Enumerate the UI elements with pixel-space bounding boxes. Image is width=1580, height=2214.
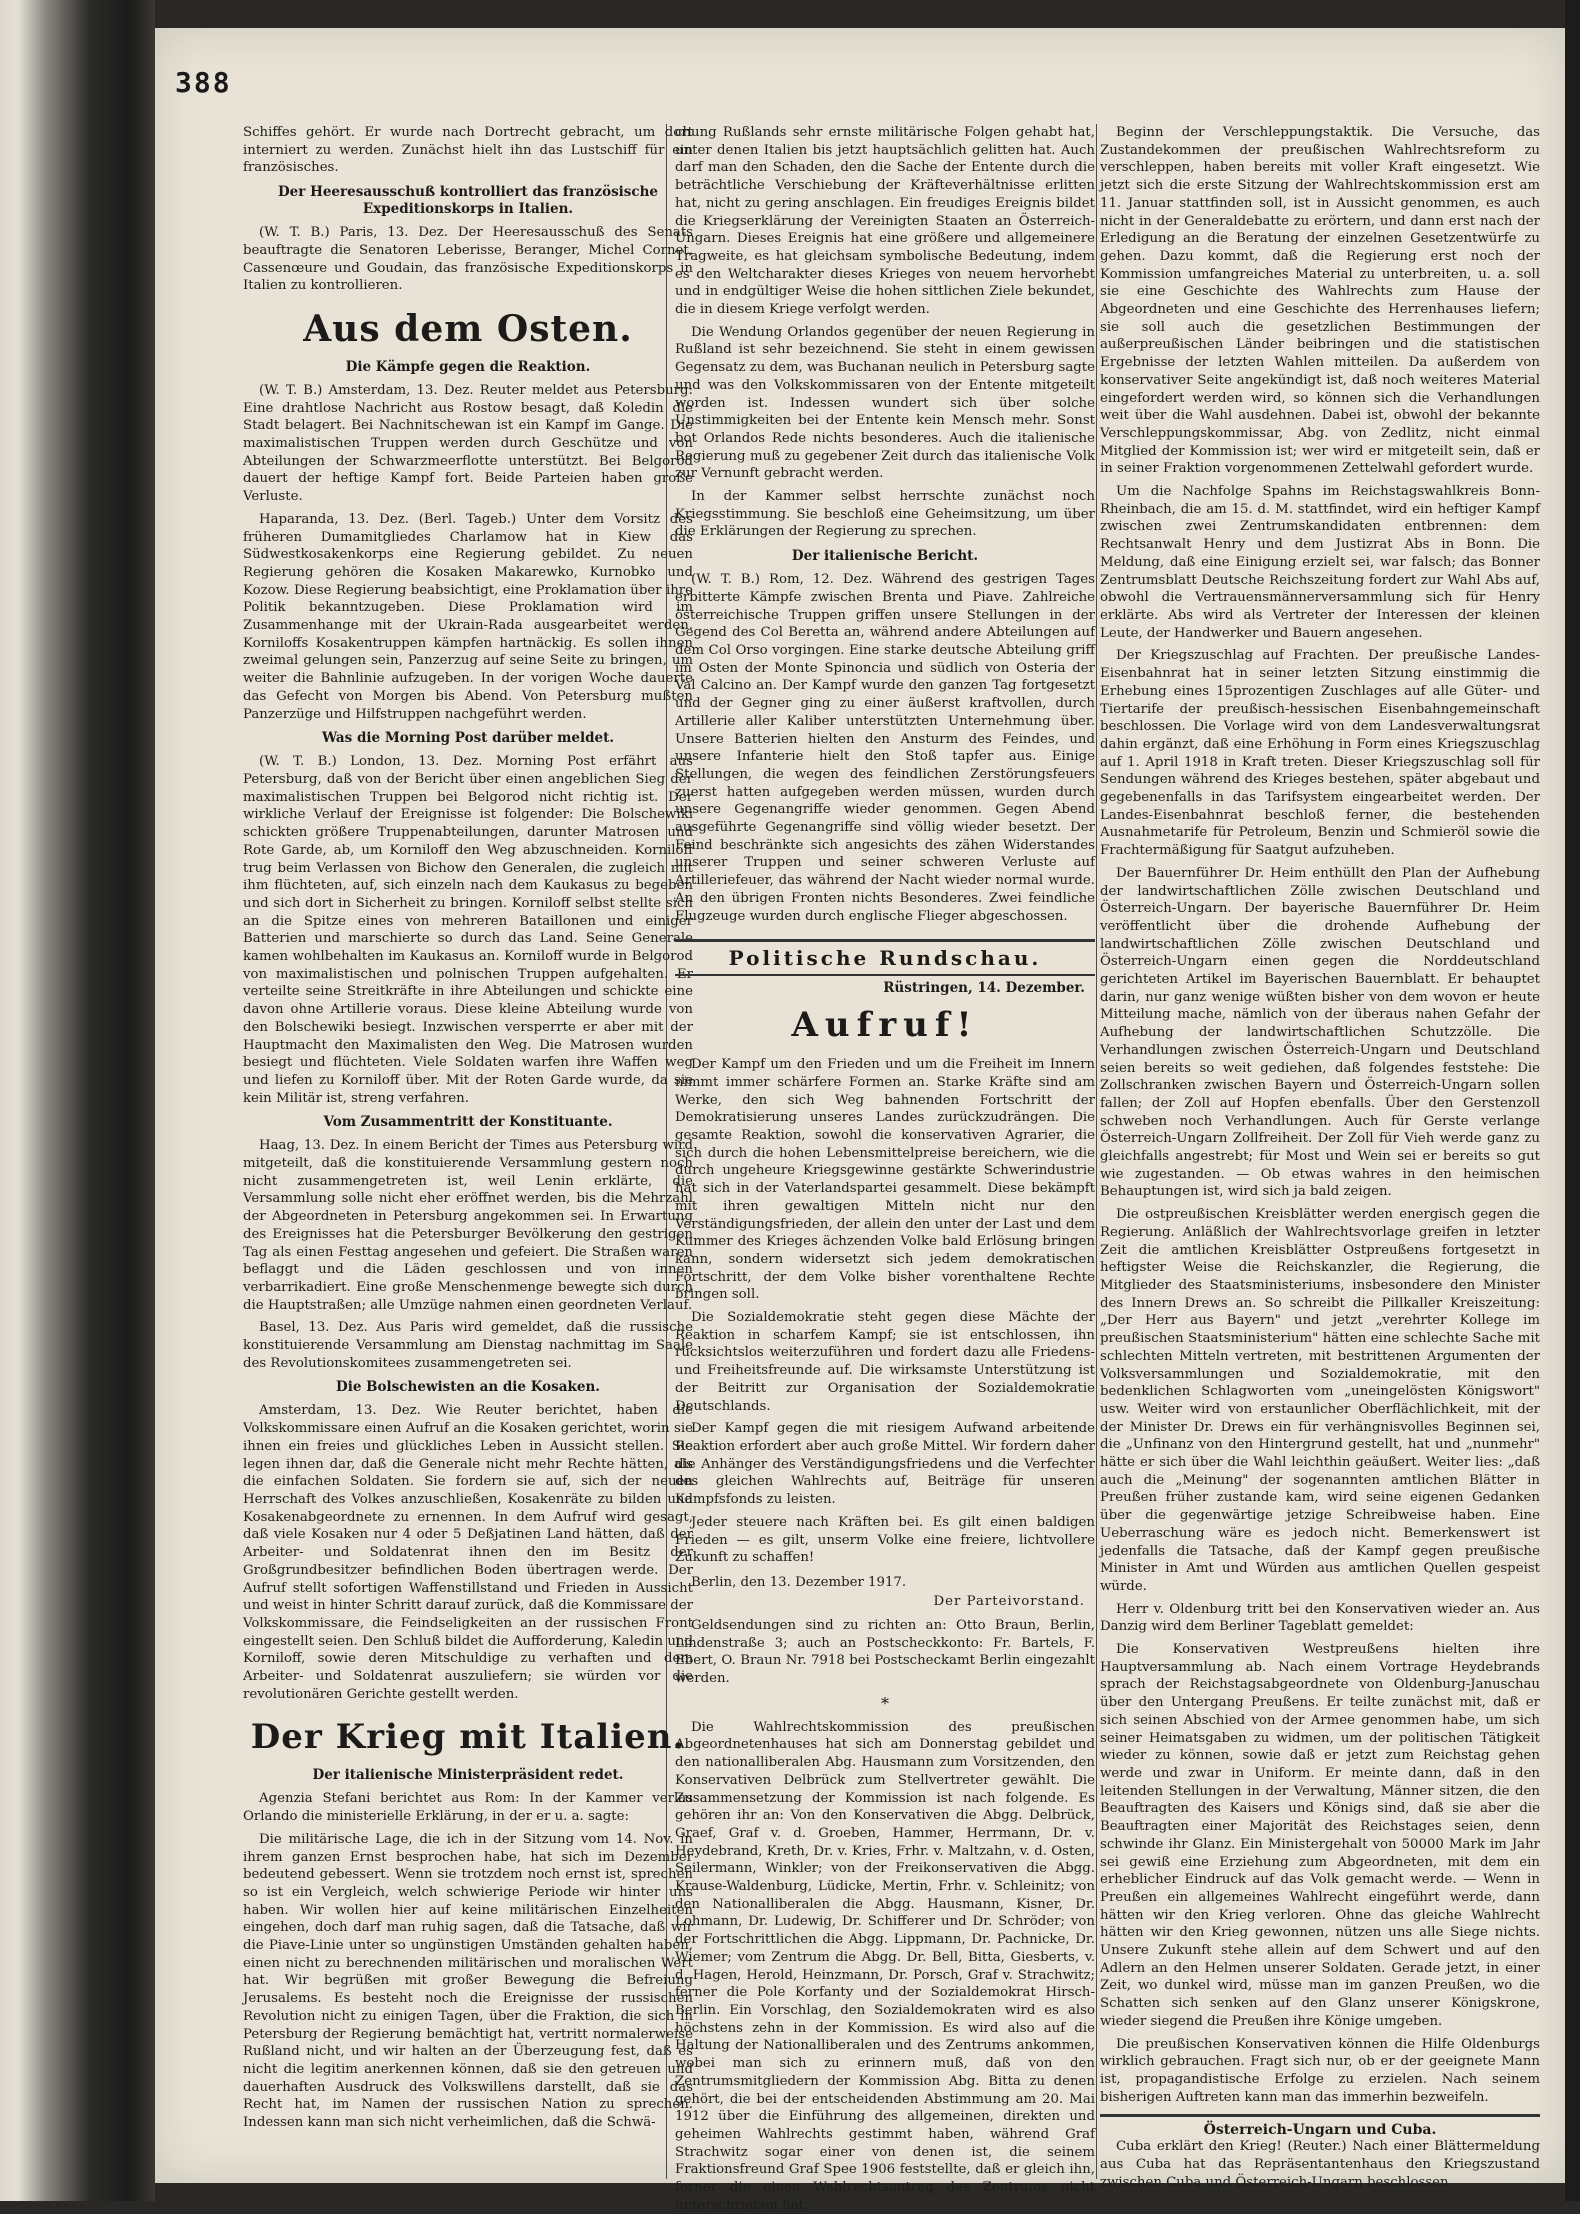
article-text: Die preußischen Konservativen können die Hilfe Oldenburgs wirklich gebrauchen. Fragt sich nur, ob er der geeignete Mann ist, propagandistische Erfolge zu erzielen. Nach seinem bisherigen Auftreten kann man das immerhin bezweifeln.: [1100, 2036, 1540, 2105]
article-text: Agenzia Stefani berichtet aus Rom: In der Kammer verlas Orlando die ministerielle Erklärung, in der er u. a. sagte:: [243, 1791, 693, 1825]
article-text: Der Kampf gegen die mit riesigem Aufwand arbeitende Reaktion erfordert aber auch große Mittel. Wir fordern daher die Anhänger des Verständigungsfriedens und die Verfechter des gleichen Wahlrechts auf, Beiträge für unseren Kampfsfonds zu leisten.: [675, 1421, 1095, 1508]
column-2: [675, 124, 1095, 2213]
article-text: In der Kammer selbst herrschte zunächst noch Kriegsstimmung. Sie beschloß eine Geheimsitzung, um über die Erklärungen der Regierung zu sprechen.: [675, 489, 1095, 540]
book-binding: [0, 0, 155, 2201]
article-text: Jeder steuere nach Kräften bei. Es gilt einen baldigen Frieden — es gilt, unserm Volke eine freiere, lichtvollere Zukunft zu schaffen!: [675, 1514, 1095, 1566]
article-text: (W. T. B.) Amsterdam, 13. Dez. Reuter meldet aus Petersburg: Eine drahtlose Nachricht aus Rostow besagt, daß Koledin die Stadt belagert. Bei Nachnitschewan ist ein Kampf im Gange. Die maximalistischen Truppen werden durch Geschütze und von Abteilungen der Schwarzmeerflotte unterstützt. Bei Belgorod dauert der heftige Kampf fort. Beide Parteien haben große Verluste.: [243, 382, 693, 505]
article-text: Geldsendungen sind zu richten an: Otto Braun, Berlin, Lindenstraße 3; auch an Postscheckkonto: Fr. Bartels, F. Ebert, O. Braun Nr. 7918 bei Postscheckamt Berlin eingezahlt werden.: [675, 1617, 1095, 1687]
article-text: (W. T. B.) Rom, 12. Dez. Während des gestrigen Tages erbitterte Kämpfe zwischen Brenta und Piave. Zahlreiche österreichische Truppen griffen unsere Stellungen in der Gegend des Col Beretta an, während andere Abteilungen auf dem Col Orso vorgingen. Eine starke deutsche Abteilung griff im Osten der Monte Spinoncia und südlich von Osteria der Val Calcino an. Der Kampf wurde den ganzen Tag fortgesetzt und der Gegner ging zu einer äußerst kraftvollen, durch Artillerie aller Kaliber unterstützten Unternehmung über. Unsere Batterien hielten den Ansturm des Feindes, und unsere Infanterie hielt den Stoß tapfer aus. Einige Stellungen, die wegen des feindlichen Zerstörungsfeuers zuerst hatten aufgegeben werden müssen, wurden durch unsere Gegenangriffe wieder genommen. Gegen Abend ausgeführte Gegenangriffe sind völlig wieder besetzt. Der Feind beschränkte sich angesichts des zähen Widerstandes unserer Truppen und seiner schweren Verluste auf Artilleriefeuer, das während der Nacht wieder normal wurde. An den übrigen Fronten nichts Besonderes. Zwei feindliche Flugzeuge wurden durch englische Flieger abgeschossen.: [675, 572, 1095, 924]
article-text: Die Wahlrechtskommission des preußischen Abgeordnetenhauses hat sich am Donnerstag gebildet und den nationalliberalen Abg. Hausmann zum Vorsitzenden, den Konservativen Delbrück zum Stellvertreter gewählt. Die Zusammensetzung der Kommission ist nach folgende. Es gehören ihr an: Von den Konservativen die Abgg. Delbrück, Graef, Graf v. d. Groeben, Hammer, Herrmann, Dr. v. Heydebrand, Kreth, Dr. v. Kries, Frhr. v. Maltzahn, v. d. Osten, Seilermann, Winkler; von der Freikonservativen die Abgg. Krause-Waldenburg, Lüdicke, Mertin, Frhr. v. Schleinitz; von den Nationalliberalen die Abgg. Hausmann, Kisner, Dr. Lohmann, Dr. Ludewig, Dr. Schifferer und Dr. Schröder; von der Fortschrittlichen die Abgg. Lippmann, Dr. Pachnicke, Dr. Wiemer; vom Zentrum die Abgg. Dr. Bell, Bitta, Giesberts, v. d. Hagen, Herold, Heinzmann, Dr. Porsch, Graf v. Strachwitz; ferner die Pole Korfanty und der Sozialdemokrat Hirsch-Berlin. Ein Vorschlag, den Sozialdemokraten wird es also höchstens zehn in der Kommission. Es wird also auf die Haltung der Nationalliberalen und des Zentrums ankommen, wobei man sich zu erinnern muß, daß von den Zentrumsmitgliedern der Kommission Abg. Bitta zu denen gehört, die bei der entscheidenden Abstimmung am 20. Mai 1912 über die Einführung des allgemeinen, direkten und geheimen Wahlrechts gestimmt haben, während Graf Strachwitz sogar einer von denen ist, die seinem Fraktionsfreund Graf Spee 1906 feststellte, daß er gleich ihn, ferner die einen Wahlrechtsantrag des Zentrums nicht unterschrieben hat.: [675, 1719, 1095, 2213]
article-text: (W. T. B.) Paris, 13. Dez. Der Heeresausschuß des Senats beauftragte die Senatoren Leberisse, Beranger, Michel Cornet, Cassenœure und Goudain, das französische Expeditionskorps in Italien zu kontrollieren.: [243, 225, 693, 294]
article-headline: Was die Morning Post darüber meldet.: [321, 730, 615, 747]
article-headline: Die Bolschewisten an die Kosaken.: [336, 1379, 600, 1396]
signature-date: Berlin, den 13. Dezember 1917.: [691, 1574, 907, 1590]
article-text: Herr v. Oldenburg tritt bei den Konservativen wieder an. Aus Danzig wird dem Berliner Tageblatt gemeldet:: [1100, 1601, 1540, 1635]
article-text: Beginn der Verschleppungstaktik. Die Versuche, das Zustandekommen der preußischen Wahlrechtsreform zu verschleppen, haben bereits mit voller Kraft eingesetzt. Wie jetzt sich die erste Sitzung der Wahlrechtskommission erst am 11. Januar stattfinden soll, ist in Aussicht genommen, es auch nicht in der Generaldebatte zu erörtern, und dann erst nach der Erledigung an die Beratung der einzelnen Gesetzentwürfe zu gehen. Dazu kommt, daß die Regierung erst noch der Kommission umfangreiches Material zu unterbreiten, u. a. soll sie eine Geschichte des Wahlrechts zum Hause der Abgeordneten und eine Geschichte des Herrenhauses liefern; sie soll auch die gesetzlichen Bestimmungen der außerpreußischen Länder beibringen und die statistischen Ergebnisse der letzten Wahlen mitteilen. Da außerdem von konservativer Seite angekündigt ist, daß noch weiteres Material eingefordert werden wird, so können sich die Verhandlungen weit über die Wahl ausdehnen. Dabei ist, obwohl der bekannte Verschleppungskommissar, Abg. von Zedlitz, nicht einmal Mitglied der Kommission ist; wer wird er mitgeteilt sein, daß er in seiner Fraktion vorgenommenen Zettelwahl gefordert wurde.: [1100, 125, 1540, 477]
article-text: Cuba erklärt den Krieg! (Reuter.) Nach einer Blättermeldung aus Cuba hat das Repräsentantenhaus den Kriegszustand zwischen Cuba und Österreich-Ungarn beschlossen.: [1100, 2139, 1540, 2190]
article-text: Die Sozialdemokratie steht gegen diese Mächte der Reaktion in scharfem Kampf; sie ist entschlossen, ihn rücksichtslos weiterzuführen und fordert dazu alle Friedens- und Freiheitsfreunde auf. Die wirksamste Unterstützung ist der Beitritt zur Organisation der Sozialdemokratie Deutschlands.: [675, 1310, 1095, 1414]
article-text: Der Bauernführer Dr. Heim enthüllt den Plan der Aufhebung der landwirtschaftlichen Zölle zwischen Deutschland und Österreich-Ungarn. Der bayerische Bauernführer Dr. Heim veröffentlicht über die drohende Aufhebung der landwirtschaftlichen Zölle zwischen Deutschland und Österreich-Ungarn einen gegen die Norddeutschland gerichteten Artikel im Bayerischen Bauernblatt. Er behauptet darin, nur ganz wenige wüßten bisher von dem wovon er heute Mitteilung mache, nämlich von der überaus nahen Gefahr der Aufhebung der landwirtschaftlichen Schutzzölle. Die Verhandlungen zwischen Österreich-Ungarn und Deutschland seien bereits so weit gediehen, daß folgendes feststehe: Die Zollschranken zwischen Bayern und Österreich-Ungarn sollen fallen; der Zoll auf Hopfen ebenfalls. Über den Gerstenzoll schweben noch Verhandlungen. Auch für Gerste verlange Österreich-Ungarn Zollfreiheit. Der Zoll für Vieh werde ganz zu gleichfalls angestrebt; für Most und Wein sei er bereits so gut wie zugestanden. — Ob etwas wahres in den heimischen Behauptungen ist, wird sich ja bald zeigen.: [1100, 865, 1540, 1200]
article-headline: Die Kämpfe gegen die Reaktion.: [345, 358, 591, 375]
column-rule: [1096, 124, 1097, 2179]
appeal-headline: Aufruf!: [791, 1005, 979, 1046]
signature-name: Der Parteivorstand.: [933, 1593, 1085, 1609]
section-headline: Der Krieg mit Italien.: [250, 1717, 686, 1758]
section-headline: Aus dem Osten.: [303, 307, 633, 350]
article-text: Haparanda, 13. Dez. (Berl. Tageb.) Unter dem Vorsitz des früheren Dumamitgliedes Charlamow hat in Kiew das Südwestkosakenkorps eine Regierung gebildet. Zu neuen Regierung gehören die Kosaken Makarewko, Kurnobko und Kozow. Diese Regierung beabsichtigt, eine Proklamation über ihre Politik bekanntzugeben. Diese Proklamation wird im Zusammenhange mit der Ukrain-Rada ausgearbeitet werden. Korniloffs Kosakentruppen kämpfen hartnäckig. Es sollen ihnen zweimal gelungen sein, Panzerzug auf seine Seite zu bringen, um weiter die Bahnlinie aufzugeben. In der vorigen Woche dauerte das Gefecht von Morgen bis Abend. Von Petersburg mußten Panzerzüge und Hilfstruppen nachgeführt werden.: [243, 511, 693, 722]
article-headline: Der italienische Bericht.: [791, 548, 979, 565]
article-text: Die Wendung Orlandos gegenüber der neuen Regierung in Rußland ist sehr bezeichnend. Sie steht in einem gewissen Gegensatz zu dem, was Buchanan neulich in Petersburg sagte und was den Volkskommissaren von der Entente mitgeteilt worden ist. Indessen wundert sich über solche Unstimmigkeiten bei der Entente kein Mensch mehr. Sonst bot Orlandos Rede nichts besonderes. Auch die italienische Regierung muß zu gegebener Zeit durch das italienische Volk zur Vernunft gebracht werden.: [675, 324, 1095, 482]
article-text: Um die Nachfolge Spahns im Reichstagswahlkreis Bonn-Rheinbach, die am 15. d. M. stattfindet, wird ein heftiger Kampf zwischen zwei Zentrumskandidaten entbrennen: dem Rechtsanwalt Henry und dem Justizrat Abs in Bonn. Die Meldung, daß eine Einigung erzielt sei, war falsch; das Bonner Zentrumsblatt Deutsche Reichszeitung fordert zur Wahl Abs auf, obwohl die Vertrauensmännerversammlung sich für Henry erklärte. Abs wird als Vertreter der Interessen der kleinen Leute, der Handwerker und Bauern angesehen.: [1100, 484, 1540, 641]
article-text: Der Kriegszuschlag auf Frachten. Der preußische Landes-Eisenbahnrat hat in seiner letzten Sitzung einstimmig die Erhebung eines 15prozentigen Zuschlages auf alle Güter- und Tiertarife der preußisch-hessischen Eisenbahngemeinschaft beschlossen. Die Vorlage wird von dem Landesverwaltungsrat dahin ergänzt, daß eine Erhöhung in Form eines Kriegszuschlag auf 1. April 1918 in Kraft treten. Dieser Kriegszuschlag soll für Sendungen während des Krieges bestehen, später abgebaut und gegebenenfalls in das Tarifsystem eingearbeitet werden. Der Landes-Eisenbahnrat beschloß ferner, die bestehenden Ausnahmetarife für Petroleum, Benzin und Schmieröl sowie die Frachtermäßigung für Saatgut aufzuheben.: [1100, 648, 1540, 859]
article-headline-cuba: Österreich-Ungarn und Cuba.: [1100, 2114, 1540, 2138]
article-text: Schiffes gehört. Er wurde nach Dortrecht gebracht, um dort interniert zu werden. Zunächst hielt ihn das Lustschiff für ein französisches.: [243, 125, 693, 176]
article-headline: Der italienische Ministerpräsident redet.: [312, 1767, 624, 1784]
article-text: Haag, 13. Dez. In einem Bericht der Times aus Petersburg wird mitgeteilt, daß die konstituierende Versammlung gestern noch nicht zusammengetreten ist, weil Lenin erklärte, die Versammlung solle nicht eher eröffnet werden, bis die Mehrzahl der Abgeordneten in Petersburg angekommen sei. In Erwartung des Ereignisses hat die Petersburger Bevölkerung den gestrigen Tag als einen Festtag angesehen und gefeiert. Die Straßen waren beflaggt und die Läden geschlossen und von innen verbarrikadiert. Eine große Menschenmenge bewegte sich durch die Hauptstraßen; alle Umzüge nahmen einen geordneten Verlauf.: [243, 1138, 693, 1313]
column-3: [1100, 124, 1540, 2190]
article-text: Die militärische Lage, die ich in der Sitzung vom 14. Nov. in ihrem ganzen Ernst besprochen habe, hat sich im Dezember bedeutend gebessert. Wenn sie trotzdem noch ernst ist, sprechen so ist ein Vergleich, welch schwierige Periode wir hinter uns haben. Wir wollen hier auf keine militärischen Einzelheiten eingehen, doch darf man ruhig sagen, daß die Tatsache, daß wir die Piave-Linie unter so ungünstigen Umständen gehalten haben, einen nicht zu berechnenden militärischen und moralischen Wert hat. Wir begrüßen mit großer Bewegung die Befreiung Jerusalems. Es besteht noch die Ereignisse der russischen Revolution nicht zu einigen Tagen, über die Fraktion, die sich in Petersburg der Regierung bemächtigt hat, vertritt normalerweise Rußland nicht, und wir halten an der Überzeugung fest, daß es nicht die legitim anerkennen können, daß sie den getreuen und dauerhaften Ausdruck des Volkswillens darstellt, daß sie das Recht hat, im Namen der russischen Nation zu sprechen. Indessen kann man sich nicht verheimlichen, daß die Schwä-: [243, 1831, 693, 2131]
article-headline: Der Heeresausschuß kontrolliert das französische Expeditionskorps in Italien.: [277, 184, 659, 218]
page-edge-shadow: [1565, 0, 1580, 2201]
article-text: chung Rußlands sehr ernste militärische Folgen gehabt hat, unter denen Italien bis jetzt hauptsächlich gelitten hat. Auch darf man den Schaden, den die Sache der Entente durch die beträchtliche Verschiebung der Kräfteverhältnisse erlitten hat, nicht zu gering anschlagen. Ein freudiges Ereignis bildet die Kriegserklärung der Vereinigten Staaten an Österreich-Ungarn. Dieses Ereignis hat eine größere und allgemeinere Tragweite, es hat gleichsam symbolische Bedeutung, indem es den Weltcharakter dieses Krieges von neuem hervorhebt und in endgültiger Weise die hohen sittlichen Ziele bekundet, die in diesem Kriege verfolgt werden.: [675, 125, 1095, 318]
article-text: Amsterdam, 13. Dez. Wie Reuter berichtet, haben die Volkskommissare einen Aufruf an die Kosaken gerichtet, worin sie ihnen ein freies und glückliches Leben in Aussicht stellen. Sie legen ihnen dar, daß die Generale nicht mehr Rechte hätten, als die einfachen Soldaten. Sie fordern sie auf, sich der neuen Herrschaft des Volkes anzuschließen, Kosakenräte zu bilden und Kosakenabgeordnete zu ernennen. In dem Aufruf wird gesagt, daß viele Kosaken nur 4 oder 5 Deßjatinen Land hätten, daß der Arbeiter- und Soldatenrat ihnen den im Besitz der Großgrundbesitzer befindlichen Boden übertragen werde. Der Aufruf stellt sofortigen Waffenstillstand und Frieden in Aussicht und weist in hinter Schritt darauf zurück, daß die Kommissare der Volkskommissare, die Feindseligkeiten an der russischen Front eingestellt seien. Den Schluß bildet die Aufforderung, Kaledin und Korniloff, sowie deren Mitschuldige zu verhaften und dem Arbeiter- und Soldatenrat auszuliefern; sie würden vor die revolutionären Gerichte gestellt werden.: [243, 1403, 693, 1702]
article-text: Die ostpreußischen Kreisblätter werden energisch gegen die Regierung. Anläßlich der Wahlrechtsvorlage greifen in letzter Zeit die amtlichen Kreisblätter Ostpreußens fortgesetzt in heftigster Weise die Reichskanzler, die Regierung, die Mitglieder des Staatsministeriums, insbesondere den Minister des Innern Drews an. So schreibt die Pillkaller Kreiszeitung: „Der Herr aus Bayern" und jetzt „verehrter Kollege im preußischen Staatsministerium" hätten eine schlechte Sache mit schlechten Mitteln vertreten, mit bestrittenen Argumenten der Volksversammlungen und Sozialdemokratie, mit den bedenklichen Schlagworten vom „uneingelösten Königswort" usw. Weiter wird von erstaunlicher Oberflächlichkeit, mit der der Minister Dr. Drews ein für verhängnisvolles Beginnen sei, die „Unfinanz von den Hintergrund gestellt, hat und „nunmehr" hätte er sich über die Wahl leichthin geäußert. Weiter lies: „daß auch die „Meinung" der sogenannten amtlichen Blätter in Preußen früher zustande kam, wird seine eigenen Gedanken über die gegenwärtige jetzige Schreibweise haben. Eine Ueberraschung wäre es jedoch nicht. Bemerkenswert ist jedenfalls die Tatsache, daß der Kampf gegen preußische Minister in Amt und Würden aus amtlichen Quellen gespeist würde.: [1100, 1207, 1540, 1594]
separator-star: *: [881, 1693, 889, 1713]
article-text: Basel, 13. Dez. Aus Paris wird gemeldet, daß die russische konstituierende Versammlung am Dienstag nachmittag im Saale des Revolutionskomitees zusammengetreten sei.: [243, 1320, 693, 1371]
article-text: (W. T. B.) London, 13. Dez. Morning Post erfährt aus Petersburg, daß von der Bericht über einen angeblichen Sieg der maximalistischen Truppen bei Belgorod nicht richtig ist. Der wirkliche Verlauf der Ereignisse ist folgender: Die Bolschewiki schickten größere Truppenabteilungen, darunter Matrosen und Rote Garde, ab, um Korniloff den Weg abzuschneiden. Korniloff trug beim Verlassen von Bichow den Generalen, die zugleich mit ihm flüchteten, auf, sich einzeln nach dem Kaukasus zu begeben und sich dort in Sicherheit zu bringen. Korniloff selbst stellte sich an die Spitze eines von mehreren Bataillonen und einiger Batterien und marschierte so durch das Land. Seine Generale kamen wohlbehalten im Kaukasus an. Korniloff wurde in Belgorod von maximalistischen und polnischen Truppen aufgehalten. Er verteilte seine Streitkräfte in ihre Abteilungen und schickte eine davon ohne Artillerie voraus. Diese kleine Abteilung wurde von den Bolschewiki besiegt. Inzwischen versperrte er aber mit der Hauptmacht den Maximalisten den Weg. Die Matrosen wurden besiegt und flüchteten. Viele Soldaten warfen ihre Waffen weg und liefen zu Korniloff über. Mit der Roten Garde wurde, da sie kein Militär ist, streng verfahren.: [243, 754, 693, 1106]
page-number: 388: [175, 66, 232, 99]
article-text: Der Kampf um den Frieden und um die Freiheit im Innern nimmt immer schärfere Formen an. Starke Kräfte sind am Werke, den sich Weg bahnenden Fortschritt der Demokratisierung unseres Landes zurückzudrängen. Die gesamte Reaktion, sowohl die konservativen Agrarier, die sich durch die hohen Lebensmittelpreise bereichern, wie die durch ungeheure Kriegsgewinne gestärkte Schwerindustrie hat sich in der Vaterlandspartei gesammelt. Diese bekämpft mit ihren gewaltigen Mitteln nicht nur den Verständigungsfrieden, der allein den unter der Last und dem Kummer des Krieges ächzenden Volke bald Erlösung bringen kann, sondern widersetzt sich jedem demokratischen Fortschritt, der dem Volke bisher vorenthaltene Rechte bringen soll.: [675, 1057, 1095, 1303]
newspaper-page: [155, 28, 1565, 2213]
article-headline: Vom Zusammentritt der Konstituante.: [323, 1114, 613, 1131]
section-headline-rundschau: Politische Rundschau.: [675, 939, 1095, 976]
article-text: Die Konservativen Westpreußens hielten ihre Hauptversammlung ab. Nach einem Vortrage Heydebrands sprach der Reichstagsabgeordnete von Oldenburg-Januschau über den Untergang Preußens. Er teilte zunächst mit, daß er sich seinen Abschied von der Armee genommen habe, um sich seiner Heimatsgaben zu widmen, um der politischen Tätigkeit wieder zu können, sowie daß er jetzt zum Reichstag gehen werde und zwar in Uniform. Er meinte dann, daß in den leitenden Stellungen in der Verwaltung, Männer sitzen, die den Beauftragten des Kaisers und Königs sind, daß sie aber die Beauftragten einer Majorität des Reichstages seien, denn schwinde ihr Glanz. Ein Ministergehalt von 50000 Mark im Jahr sei gewiß eine Erziehung zum Abgeordneten, mit dem ein erheblicher Eindruck auf das Volk gemacht werde. — Wenn in Preußen ein allgemeines Wahlrecht eingeführt werde, dann hätten wir den Krieg verloren. Ohne das gleiche Wahlrecht hätten wir den Krieg gewonnen, nützen uns alle Siege nichts. Unsere Zukunft stehe allein auf dem Schwert und auf den Adlern an den Helmen unserer Soldaten. Gerade jetzt, in einer Zeit, wo dunkel wird, müsse man im ganzen Preußen, wo die Schatten sich senken auf den Glanz unserer Königskrone, wieder siegend die Preußen ihre Könige umgeben.: [1100, 1642, 1540, 2029]
dateline: Rüstringen, 14. Dezember.: [883, 980, 1085, 997]
column-1: [243, 124, 693, 2179]
